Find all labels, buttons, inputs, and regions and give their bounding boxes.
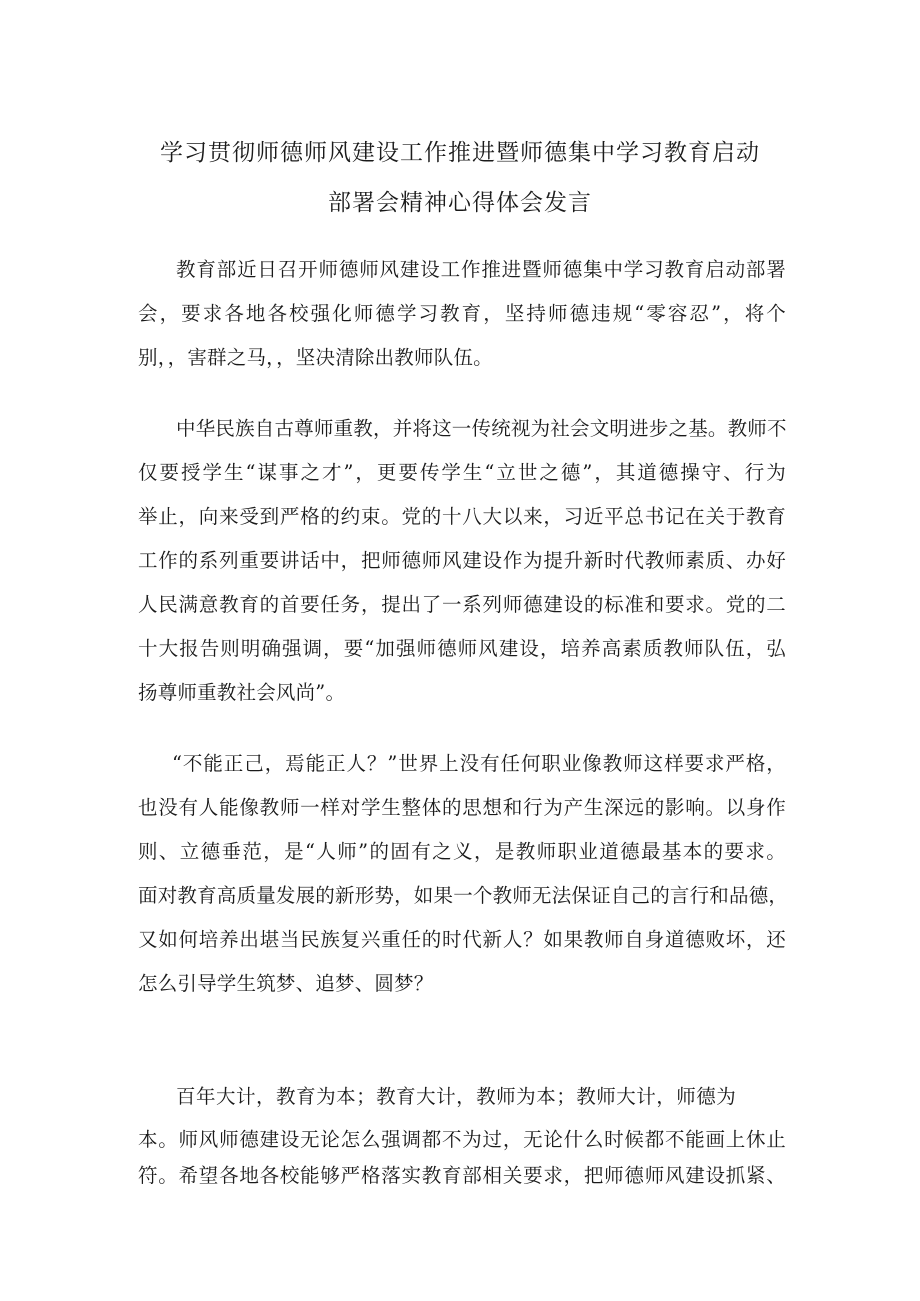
paragraph-2-line-6: 十大报告则明确强调，要“加强师德师风建设，培养高素质教师队伍，弘 (138, 637, 786, 660)
paragraph-2-line-1: 中华民族自古尊师重教，并将这一传统视为社会文明进步之基。教师不 (176, 417, 787, 440)
paragraph-2-line-2: 仅要授学生“谋事之才”，更要传学生“立世之德”，其道德操守、行为 (138, 461, 786, 484)
paragraph-4-line-1: 百年大计，教育为本；教育大计，教师为本；教师大计，师德为 (176, 1085, 736, 1108)
paragraph-3-line-1: “不能正己，焉能正人？”世界上没有任何职业像教师这样要求严格， (172, 752, 786, 775)
paragraph-3-line-5: 又如何培养出堪当民族复兴重任的时代新人？如果教师自身道德败坏，还 (138, 928, 786, 951)
paragraph-2-line-5: 人民满意教育的首要任务，提出了一系列师德建设的标准和要求。党的二 (138, 593, 786, 616)
paragraph-3-line-3: 则、立德垂范，是“人师”的固有之义，是教师职业道德最基本的要求。 (138, 840, 786, 863)
paragraph-4-line-2: 本。师风师德建设无论怎么强调都不为过，无论什么时候都不能画上休止 (138, 1128, 786, 1151)
paragraph-3-line-6: 怎么引导学生筑梦、追梦、圆梦？ (138, 972, 434, 995)
paragraph-2-line-3: 举止，向来受到严格的约束。党的十八大以来，习近平总书记在关于教育 (138, 505, 786, 528)
paragraph-1-line-1: 教育部近日召开师德师风建设工作推进暨师德集中学习教育启动部署 (176, 258, 786, 281)
paragraph-3-line-2: 也没有人能像教师一样对学生整体的思想和行为产生深远的影响。以身作 (138, 796, 786, 819)
paragraph-1-line-3: 别，，害群之马，，坚决清除出教师队伍。 (138, 346, 493, 369)
document-title-line-1: 学习贯彻师德师风建设工作推进暨师德集中学习教育启动 (160, 140, 760, 166)
document-title-line-2: 部署会精神心得体会发言 (328, 190, 592, 216)
paragraph-4-line-3: 符。希望各地各校能够严格落实教育部相关要求，把师德师风建设抓紧、 (138, 1164, 786, 1187)
paragraph-2-line-4: 工作的系列重要讲话中，把师德师风建设作为提升新时代教师素质、办好 (138, 549, 786, 572)
paragraph-1-line-2: 会，要求各地各校强化师德学习教育，坚持师德违规“零容忍”，将个 (138, 302, 786, 325)
paragraph-2-line-7: 扬尊师重教社会风尚”。 (138, 681, 346, 704)
paragraph-3-line-4: 面对教育高质量发展的新形势，如果一个教师无法保证自己的言行和品德， (138, 884, 789, 907)
